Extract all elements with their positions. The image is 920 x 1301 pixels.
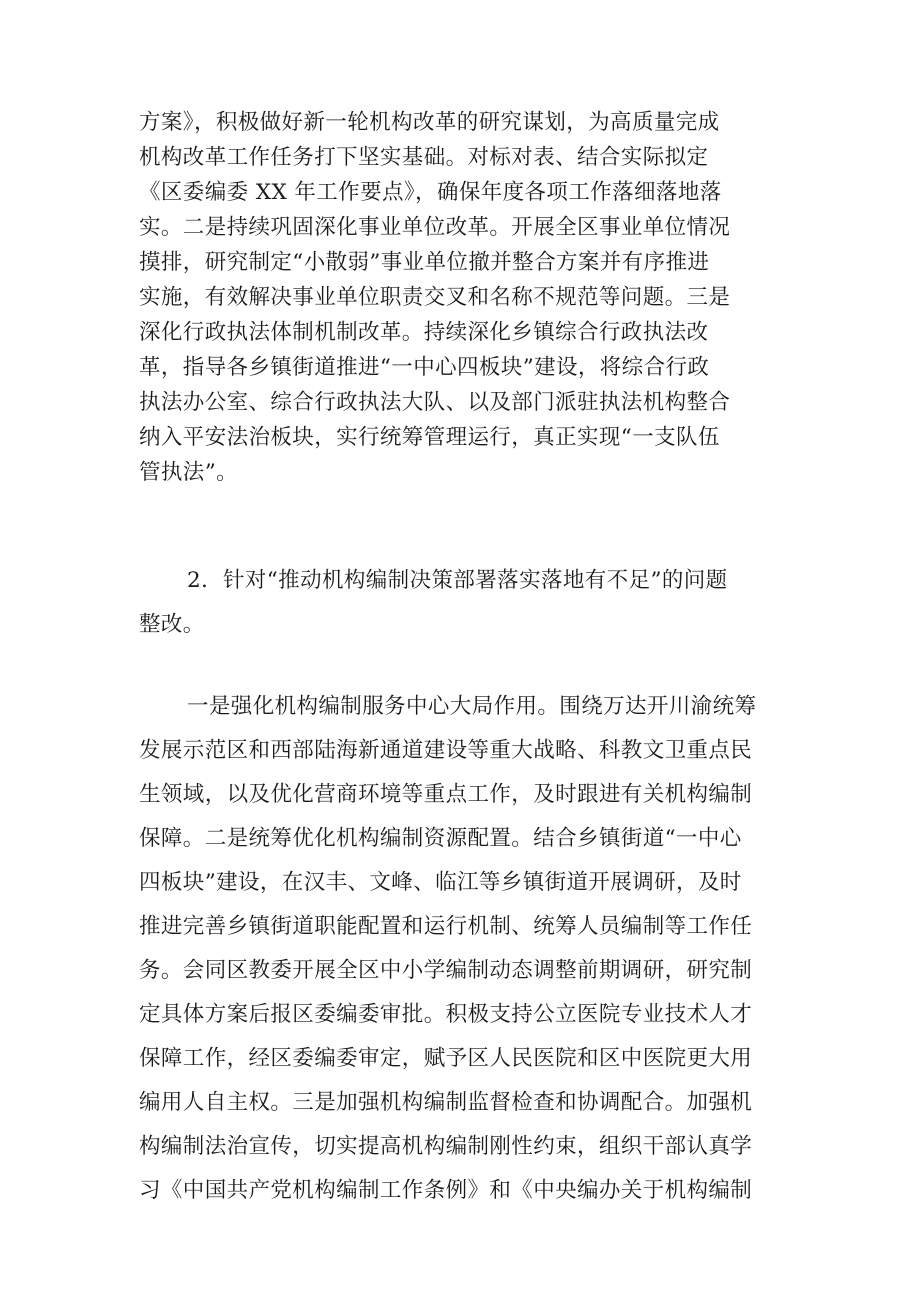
text-line: 定具体方案后报区委编委审批。积极支持公立医院专业技术人才 [139,1002,753,1027]
text-line: 《区委编委 XX 年工作要点》，确保年度各项工作落细落地落 [139,180,722,205]
text-line: 生领域，以及优化营商环境等重点工作，及时跟进有关机构编制 [139,782,753,807]
text-line: 习《中国共产党机构编制工作条例》和《中央编办关于机构编制 [139,1178,753,1203]
text-line: 实。二是持续巩固深化事业单位改革。开展全区事业单位情况 [139,215,731,240]
text-line: 保障工作，经区委编委审定，赋予区人民医院和区中医院更大用 [139,1046,753,1071]
text-line: 执法办公室、综合行政执法大队、以及部门派驻执法机构整合 [139,390,731,415]
text-line: 发展示范区和西部陆海新通道建设等重大战略、科教文卫重点民 [139,738,753,763]
text-line: 管执法”。 [139,460,238,485]
text-line: 编用人自主权。三是加强机构编制监督检查和协调配合。加强机 [139,1090,753,1115]
text-line: 构编制法治宣传，切实提高机构编制刚性约束，组织干部认真学 [139,1134,753,1159]
heading-line: 整改。 [139,612,205,637]
text-line: 保障。二是统筹优化机构编制资源配置。结合乡镇街道“一中心 [139,826,742,851]
text-line: 推进完善乡镇街道职能配置和运行机制、统筹人员编制等工作任 [139,914,753,939]
text-line: 深化行政执法体制机制改革。持续深化乡镇综合行政执法改 [139,320,709,345]
text-line: 纳入平安法治板块，实行统筹管理运行，真正实现“一支队伍 [139,425,720,450]
heading-line: 2．针对“推动机构编制决策部署落实落地有不足”的问题 [187,568,728,593]
text-line: 实施，有效解决事业单位职责交叉和名称不规范等问题。三是 [139,285,731,310]
text-line: 革，指导各乡镇街道推进“一中心四板块”建设，将综合行政 [139,355,710,380]
text-line: 四板块”建设，在汉丰、文峰、临江等乡镇街道开展调研，及时 [139,870,742,895]
text-line: 摸排，研究制定“小散弱”事业单位撤并整合方案并有序推进 [139,250,710,275]
text-line: 机构改革工作任务打下坚实基础。对标对表、结合实际拟定 [139,145,709,170]
text-line: 一是强化机构编制服务中心大局作用。围绕万达开川渝统筹 [187,694,757,719]
text-line: 方案》，积极做好新一轮机构改革的研究谋划，为高质量完成 [139,110,720,135]
text-line: 务。会同区教委开展全区中小学编制动态调整前期调研，研究制 [139,958,753,983]
